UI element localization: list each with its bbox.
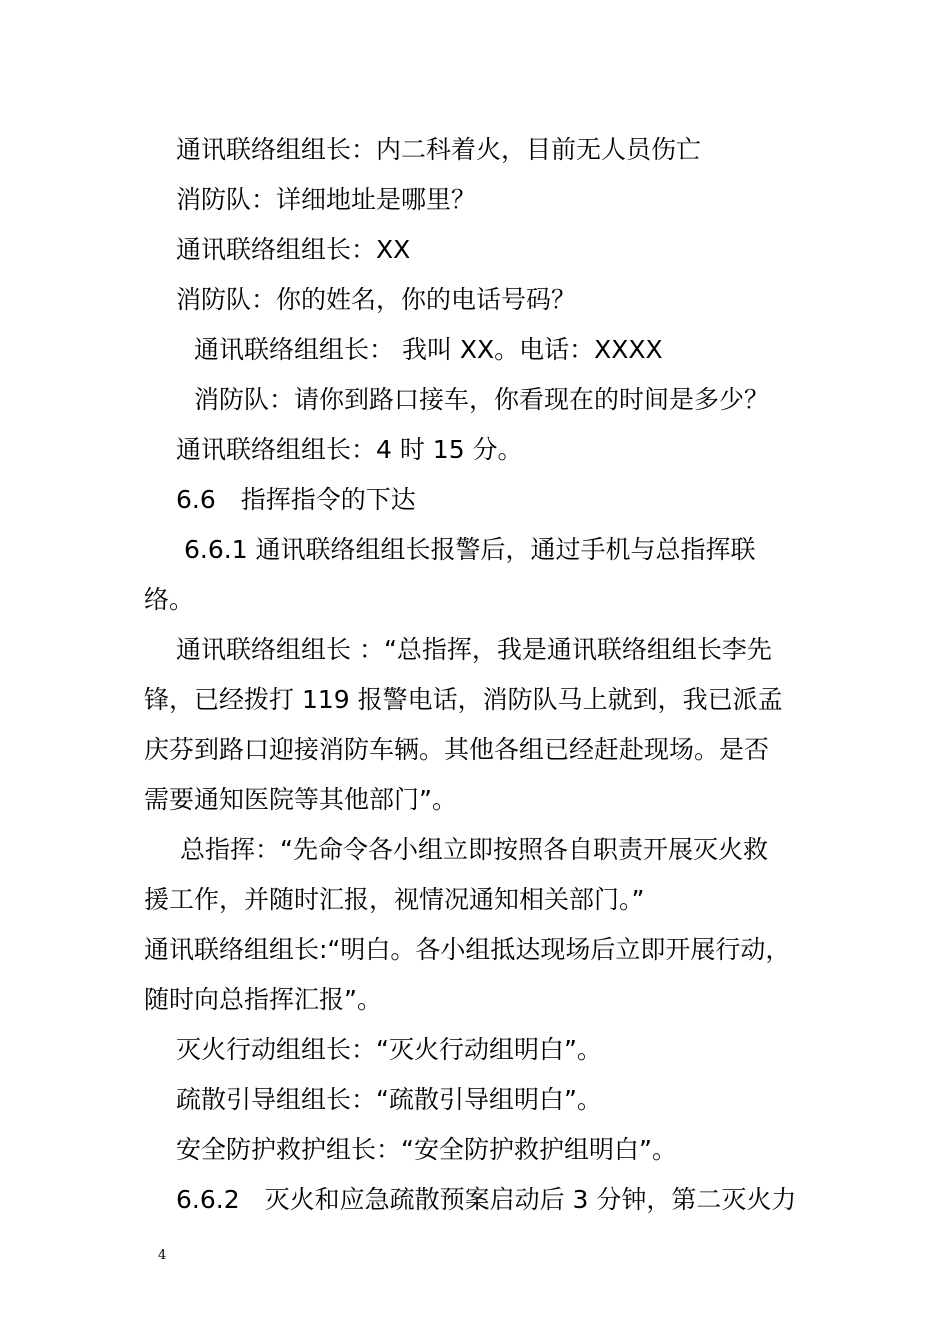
text-line: 锋，已经拨打 119 报警电话，消防队马上就到，我已派孟	[144, 685, 783, 714]
page-number: 4	[158, 1248, 167, 1263]
text-line: 灭火行动组组长：“灭火行动组明白”。	[176, 1035, 602, 1064]
text-line: 随时向总指挥汇报”。	[144, 985, 382, 1014]
text-line: 通讯联络组组长:“明白。各小组抵达现场后立即开展行动，	[144, 935, 791, 964]
text-line: 援工作，并随时汇报，视情况通知相关部门。”	[144, 885, 645, 914]
text-line: 消防队：你的姓名，你的电话号码？	[176, 285, 577, 314]
text-line: 消防队：请你到路口接车，你看现在的时间是多少？	[194, 385, 770, 414]
text-line: 安全防护救护组长：“安全防护救护组明白”。	[176, 1135, 677, 1164]
text-line: 消防队：详细地址是哪里？	[176, 185, 477, 214]
text-line: 需要通知医院等其他部门”。	[144, 785, 457, 814]
text-line: 疏散引导组组长：“疏散引导组明白”。	[176, 1085, 602, 1114]
section-heading: 6.6 指挥指令的下达	[176, 485, 416, 514]
text-line: 总指挥：“先命令各小组立即按照各自职责开展灭火救	[180, 835, 768, 864]
text-line: 络。	[144, 585, 195, 614]
text-line: 庆芬到路口迎接消防车辆。其他各组已经赶赴现场。是否	[144, 735, 770, 764]
text-line: 通讯联络组组长：4 时 15 分。	[176, 435, 523, 464]
text-line: 通讯联络组组长：XX	[176, 235, 411, 264]
text-line: 6.6.1 通讯联络组组长报警后，通过手机与总指挥联	[184, 535, 756, 564]
text-line: 通讯联络组组长 ：“总指挥，我是通讯联络组组长李先	[176, 635, 772, 664]
text-line: 通讯联络组组长：内二科着火，目前无人员伤亡	[176, 135, 702, 164]
text-line: 6.6.2 灭火和应急疏散预案启动后 3 分钟，第二灭火力	[176, 1185, 797, 1214]
text-line: 通讯联络组组长： 我叫 XX。电话：XXXX	[194, 335, 663, 364]
